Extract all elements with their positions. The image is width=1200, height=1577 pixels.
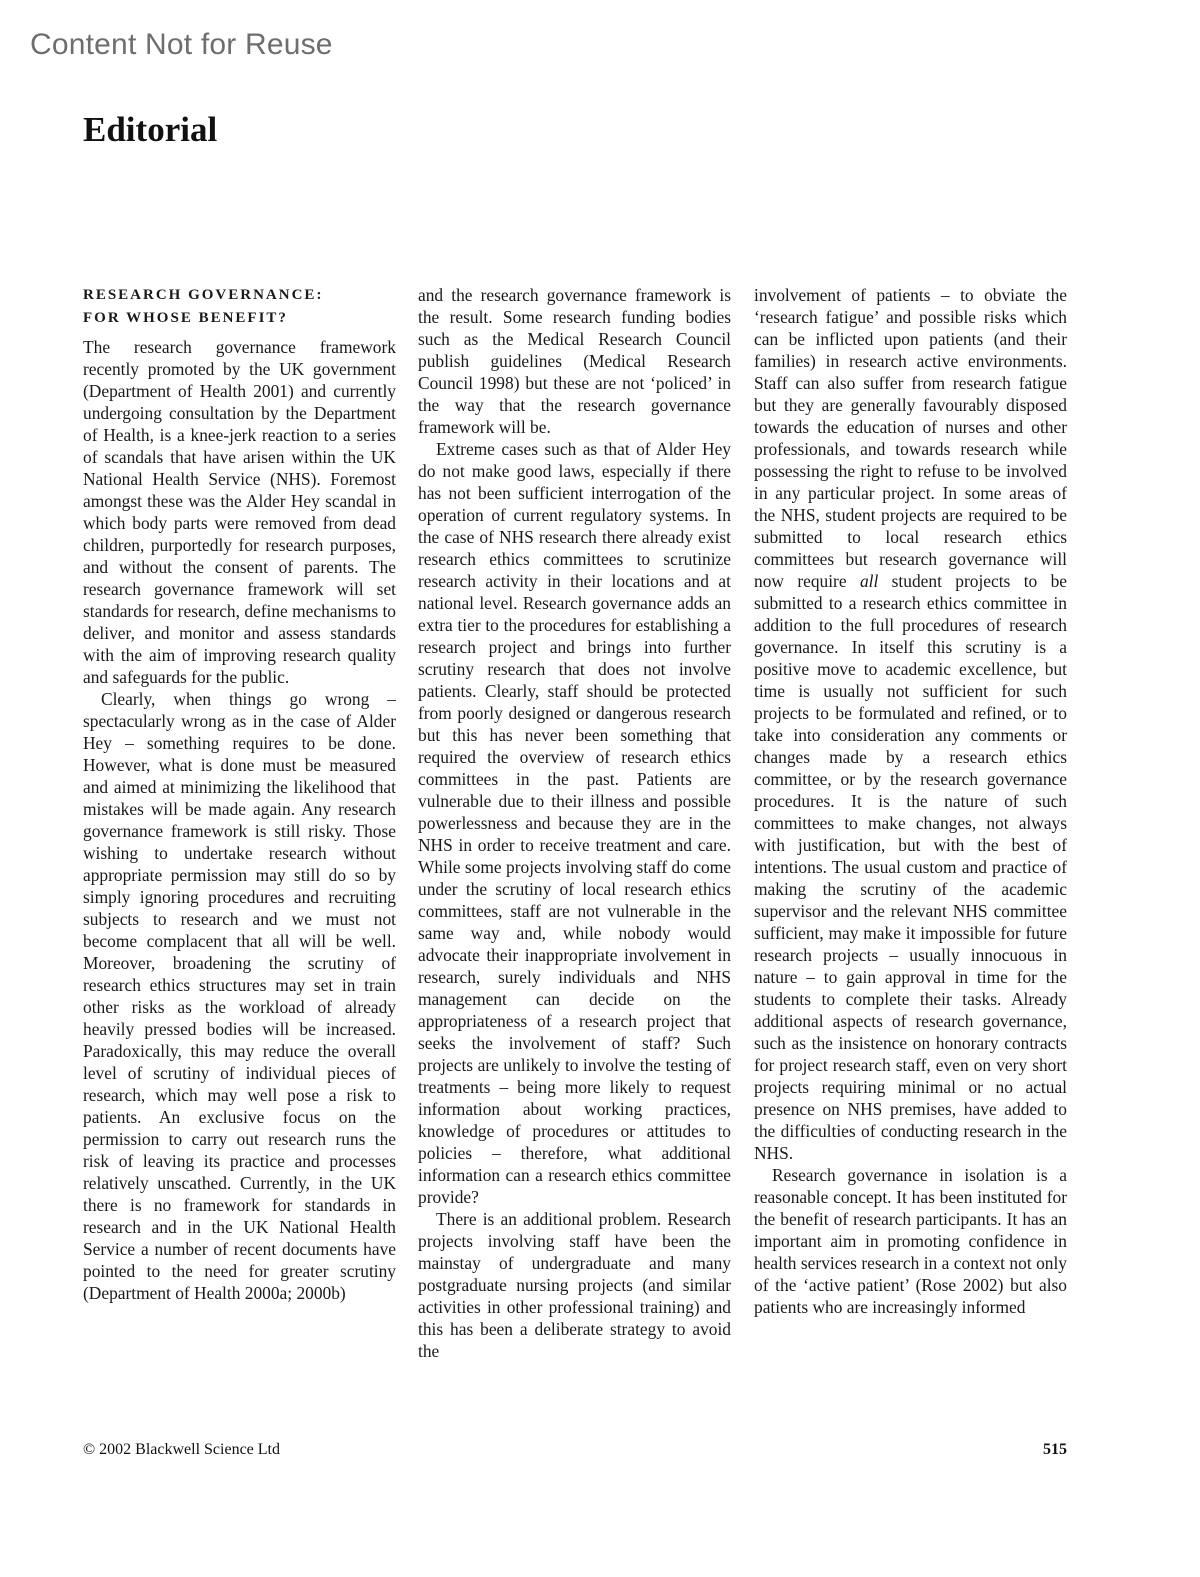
paragraph [754, 284, 1067, 1164]
paragraph-text: involvement of patients – to obviate the ‘research fatigue’ and possible risks which can be inflicted upon patients (and their families) in research active environments. Staff can also suffer from research fatigue but they are generally favourably disposed towards the education of nurses and other professionals, and towards research while possessing the right to refuse to be involved in any particular project. In some areas of the NHS, student projects are required to be submitted to local research ethics committees but research governance will now require [754, 285, 1067, 591]
emphasis-text: all [859, 571, 879, 591]
section-heading-line-2: FOR WHOSE BENEFIT? [83, 310, 288, 326]
paragraph: Extreme cases such as that of Alder Hey do not make good laws, especially if there has not been sufficient interrogation of the operation of current regulatory systems. In the case of NHS research there already exist research ethics committees to scrutinize research activity in their locations and at national level. Research governance adds an extra tier to the procedures for establishing a research project and brings into further scrutiny research that does not involve patients. Clearly, staff should be protected from poorly designed or dangerous research but this has never been something that required the overview of research ethics committees in the past. Patients are vulnerable due to their illness and possible powerlessness and because they are in the NHS in order to receive treatment and care. While some projects involving staff do come under the scrutiny of local research ethics committees, staff are not vulnerable in the same way and, while nobody would advocate their inappropriate involvement in research, surely individuals and NHS management can decide on the appropriateness of a research project that seeks the involvement of staff? Such projects are unlikely to involve the testing of treatments – being more likely to request information about working practices, knowledge of procedures or attitudes to policies – therefore, what additional information can a research ethics committee provide? [418, 439, 731, 1207]
section-heading [83, 284, 396, 330]
section-heading-line-1: RESEARCH GOVERNANCE: [83, 287, 324, 303]
paragraph: The research governance framework recently promoted by the UK government (Department of Health 2001) and currently undergoing consultation by the Department of Health, is a knee-jerk reaction to a series of scandals that have arisen within the UK National Health Service (NHS). Foremost amongst these was the Alder Hey scandal in which body parts were removed from dead children, purportedly for research purposes, and without the consent of parents. The research governance framework will set standards for research, define mechanisms to deliver, and monitor and assess standards with the aim of improving research quality and safeguards for the public. [83, 337, 396, 687]
copyright-notice: © 2002 Blackwell Science Ltd [83, 1441, 280, 1458]
column-1 [83, 284, 396, 1409]
page-title: Editorial [83, 110, 218, 149]
paragraph: Clearly, when things go wrong – spectacularly wrong as in the case of Alder Hey – something requires to be done. However, what is done must be measured and aimed at minimizing the likelihood that mistakes will be made again. Any research governance framework is still risky. Those wishing to undertake research without appropriate permission may still do so by simply ignoring procedures and recruiting subjects to research and we must not become complacent that all will be well. Moreover, broadening the scrutiny of research ethics structures may set in train other risks as the workload of already heavily pressed bodies will be increased. Paradoxically, this may reduce the overall level of scrutiny of individual pieces of research, which may well pose a risk to patients. An exclusive focus on the permission to carry out research runs the risk of leaving its practice and processes relatively unscathed. Currently, in the UK there is no framework for standards in research and in the UK National Health Service a number of recent documents have pointed to the need for greater scrutiny (Department of Health 2000a; 2000b) [83, 689, 396, 1303]
paragraph-text: student projects to be submitted to a research ethics committee in addition to the full procedures of research governance. In itself this scrutiny is a positive move to academic excellence, but time is usually not sufficient for such projects to be formulated and refined, or to take into consideration any comments or changes made by a research ethics committee, or by the research governance procedures. It is the nature of such committees to make changes, not always with justification, but with the best of intentions. The usual custom and practice of making the scrutiny of the academic supervisor and the relevant NHS committee sufficient, may make it impossible for future research projects – usually innocuous in nature – to gain approval in time for the students to complete their tasks. Already additional aspects of research governance, such as the insistence on honorary contracts for project research staff, even on very short projects requiring minimal or no actual presence on NHS premises, have added to the difficulties of conducting research in the NHS. [754, 571, 1067, 1163]
paragraph: Research governance in isolation is a reasonable concept. It has been instituted for the benefit of research participants. It has an important aim in promoting confidence in health services research in a context not only of the ‘active patient’ (Rose 2002) but also patients who are increasingly informed [754, 1165, 1067, 1317]
watermark: Content Not for Reuse [30, 28, 333, 61]
column-3 [754, 284, 1067, 1409]
column-2 [418, 284, 731, 1409]
paragraph: and the research governance framework is the result. Some research funding bodies such as the Medical Research Council publish guidelines (Medical Research Council 1998) but these are not ‘policed’ in the way that the research governance framework will be. [418, 285, 731, 437]
page-number: 515 [1043, 1441, 1067, 1458]
paragraph: There is an additional problem. Research projects involving staff have been the mainstay of undergraduate and many postgraduate nursing projects (and similar activities in other professional training) and this has been a deliberate strategy to avoid the [418, 1209, 731, 1361]
